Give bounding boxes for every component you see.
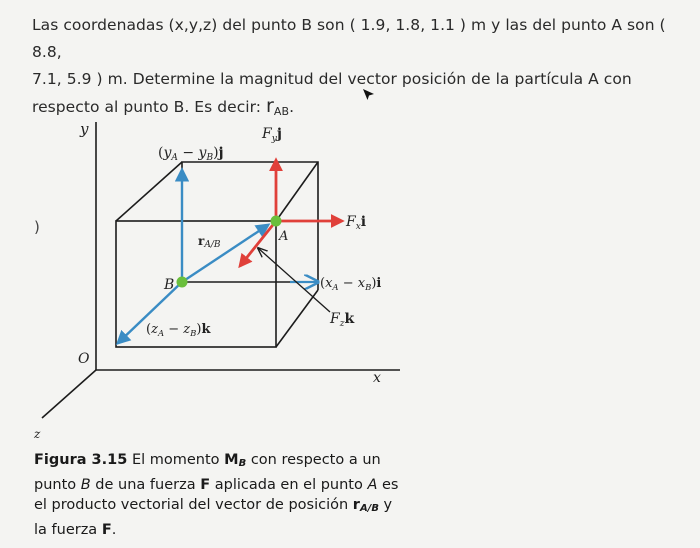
x-axis-label: x xyxy=(373,370,381,386)
z-axis xyxy=(42,370,96,418)
caption-position-subscript: A/B xyxy=(359,503,379,514)
caption-text: aplicada en el punto xyxy=(210,476,368,493)
caption-moment-symbol: M xyxy=(224,452,239,468)
box-edge-top-right xyxy=(276,162,318,221)
vector-subscript: AB xyxy=(273,105,290,118)
caption-text: de una fuerza xyxy=(90,476,201,493)
caption-text: . xyxy=(111,521,117,538)
box-edge-bottom-right xyxy=(276,290,318,347)
caption-point-b: B xyxy=(80,476,91,493)
z-axis-label: z xyxy=(34,427,41,441)
label-position-vector: rA/B xyxy=(198,234,221,250)
caption-position-symbol: r xyxy=(352,497,360,513)
origin-label: O xyxy=(78,351,90,367)
label-force-y: $F_yj$ xyxy=(262,126,282,144)
point-a-marker xyxy=(271,216,282,227)
box-back-face xyxy=(182,162,318,290)
problem-line-2: 7.1, 5.9 ) m. Determine la magnitud del vector posición de la partícula A con xyxy=(32,70,632,88)
problem-line-1: Las coordenadas (x,y,z) del punto B son ( 1.9, 1.8, 1.1 ) m y las del punto A son ( 8.8, xyxy=(32,16,666,61)
stray-mark: ) xyxy=(34,218,40,236)
point-b-marker xyxy=(177,277,188,288)
label-x-difference: $(x_A - x_B)i$ xyxy=(320,276,382,293)
point-b-label: B xyxy=(164,277,175,293)
problem-line-3-prefix: respecto al punto B. Es decir: xyxy=(32,98,267,116)
problem-line-3-suffix: . xyxy=(289,98,295,116)
caption-text: y la fuerza xyxy=(34,497,393,538)
caption-moment-subscript: B xyxy=(238,458,247,469)
label-force-x: $F_xi$ xyxy=(346,214,367,232)
position-vector-rAB xyxy=(182,225,268,282)
caption-label: Figura 3.15 xyxy=(34,452,128,468)
caption-text: El momento xyxy=(127,452,225,468)
caption-text: es el producto vectorial del vector de posición xyxy=(34,476,399,513)
label-z-difference: $(z_A - z_B)k$ xyxy=(146,322,211,339)
label-y-difference: $(y_A - y_B)j$ xyxy=(158,145,224,163)
label-force-z: $F_zk$ xyxy=(330,311,355,329)
caption-text: con respecto a un punto xyxy=(34,452,381,493)
point-a-label: A xyxy=(279,229,289,244)
box-edge-top-left xyxy=(116,162,182,221)
figure-caption xyxy=(34,450,404,540)
vector-symbol: r xyxy=(266,95,274,117)
y-axis-label: y xyxy=(80,120,89,138)
caption-force-symbol: F xyxy=(200,476,211,493)
caption-point-a: A xyxy=(367,476,378,493)
caption-force-symbol: F xyxy=(101,521,112,538)
